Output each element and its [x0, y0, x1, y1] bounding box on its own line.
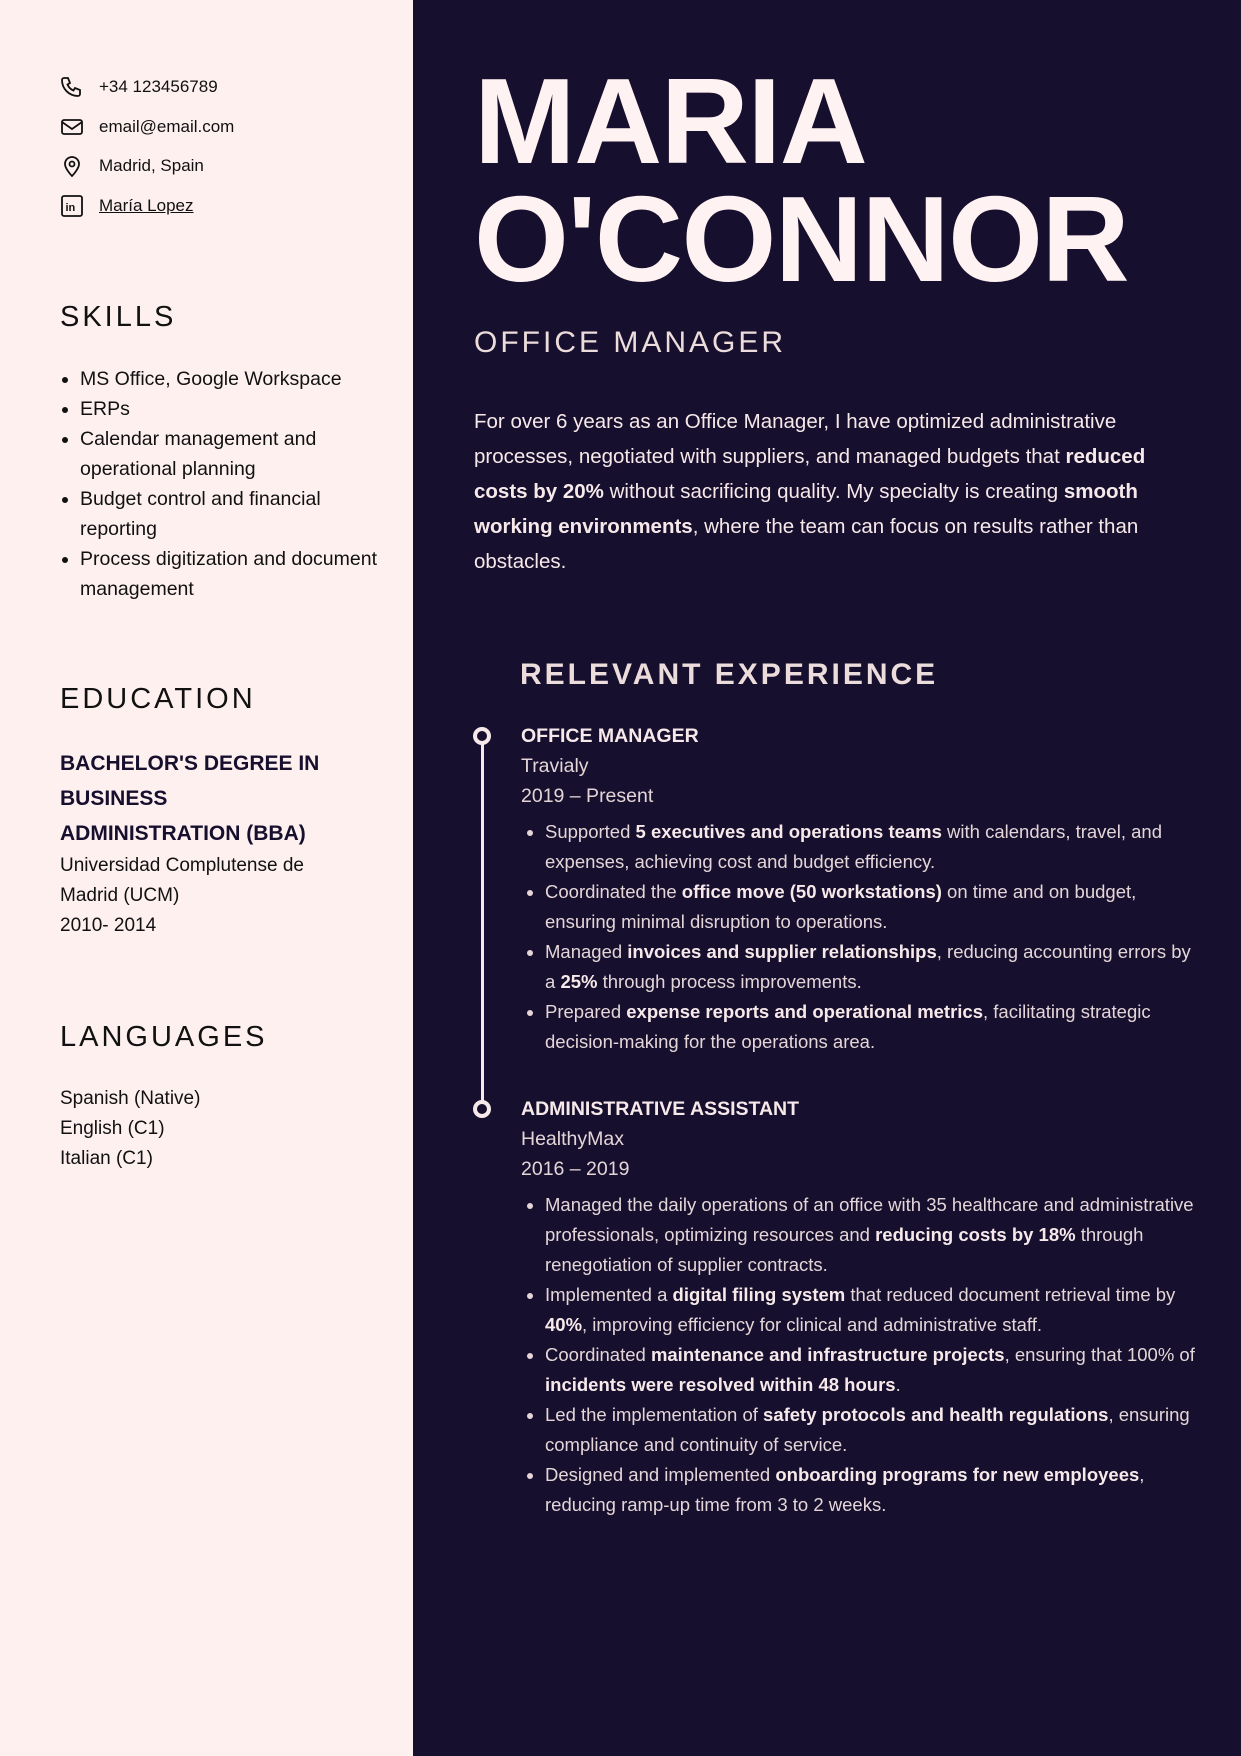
skill-item: • ERPs: [80, 394, 380, 424]
job-title: OFFICE MANAGER: [521, 725, 699, 747]
emphasis: maintenance and infrastructure projects: [650, 1344, 1005, 1365]
job-dates: 2019 – Present: [521, 785, 654, 807]
emphasis: expense reports and operational metrics: [626, 1001, 984, 1022]
emphasis: safety protocols and health regulations: [763, 1404, 1109, 1425]
job-bullet: • Led the implementation of safety protocols and health regulations, ensuring compliance and continuity of service.: [545, 1400, 1201, 1460]
school-name: Universidad Complutense de Madrid (UCM): [60, 855, 304, 906]
skill-item: • Budget control and financial reporting: [80, 484, 380, 544]
emphasis: onboarding programs for new employees: [775, 1464, 1140, 1485]
job-bullet: • Implemented a digital filing system that reduced document retrieval time by 40%, improving efficiency for clinical and administrative staff.: [545, 1280, 1201, 1340]
company-name: HealthyMax: [521, 1128, 624, 1150]
job-bullet: • Coordinated the office move (50 workstations) on time and on budget, ensuring minimal disruption to operations.: [545, 877, 1201, 937]
emphasis: incidents were resolved within 48 hours: [545, 1374, 896, 1395]
job-bullet: • Supported 5 executives and operations teams with calendars, travel, and expenses, achieving cost and budget efficiency.: [545, 817, 1201, 877]
sidebar: [0, 0, 413, 1756]
education-years: 2010- 2014: [60, 915, 157, 936]
job-title: ADMINISTRATIVE ASSISTANT: [521, 1098, 800, 1120]
email-text: email@email.com: [99, 117, 235, 136]
job-bullet: • Managed invoices and supplier relationships, reducing accounting errors by a 25% through process improvements.: [545, 937, 1201, 997]
job-role: OFFICE MANAGER: [474, 326, 787, 359]
job-bullet: • Managed the daily operations of an office with 35 healthcare and administrative professionals, optimizing resources and reducing costs by 18% through renegotiation of supplier contracts.: [545, 1190, 1201, 1280]
job-bullets: [521, 1190, 1201, 1520]
emphasis: office move (50 workstations): [681, 881, 942, 902]
linkedin-icon: [60, 194, 84, 218]
emphasis: 25%: [560, 971, 598, 992]
main-content: [413, 0, 1241, 1756]
job-dates: 2016 – 2019: [521, 1158, 630, 1180]
emphasis: invoices and supplier relationships: [627, 941, 937, 962]
location-pin-icon: [60, 154, 84, 178]
mail-icon: [60, 115, 84, 139]
emphasis: digital filing system: [672, 1284, 846, 1305]
education-heading: EDUCATION: [60, 683, 256, 715]
languages-heading: LANGUAGES: [60, 1021, 268, 1053]
contact-linkedin: [60, 194, 194, 218]
company-name: Travialy: [521, 755, 589, 777]
full-name: [474, 53, 1129, 307]
job-bullet: • Prepared expense reports and operational metrics, facilitating strategic decision-making for the operations area.: [545, 997, 1201, 1057]
education-entry: [60, 746, 380, 941]
linkedin-link[interactable]: María Lopez: [99, 196, 194, 215]
contact-phone: [60, 75, 218, 99]
degree-title: BACHELOR'S DEGREE IN BUSINESS ADMINISTRATION (BBA): [60, 752, 320, 845]
job-entry: [521, 1094, 1201, 1520]
timeline-line: [481, 740, 484, 1109]
experience-heading: RELEVANT EXPERIENCE: [520, 658, 939, 691]
skill-item: • Process digitization and document management: [80, 544, 380, 604]
emphasis: 5 executives and operations teams: [635, 821, 942, 842]
languages-list: [60, 1084, 200, 1174]
contact-email: [60, 115, 234, 139]
emphasis: smooth working environments: [474, 480, 1138, 538]
skills-list: [60, 364, 380, 604]
timeline-dot: [473, 727, 491, 745]
emphasis: 40%: [545, 1314, 583, 1335]
svg-text:in: in: [65, 202, 76, 214]
language-item: English (C1): [60, 1118, 165, 1139]
location-text: Madrid, Spain: [99, 156, 204, 175]
emphasis: reducing costs by 18%: [875, 1224, 1076, 1245]
skills-heading: SKILLS: [60, 301, 177, 333]
phone-text: +34 123456789: [99, 77, 218, 96]
job-bullet: • Coordinated maintenance and infrastructure projects, ensuring that 100% of incidents were resolved within 48 hours.: [545, 1340, 1201, 1400]
last-name: O'CONNOR: [474, 171, 1129, 307]
summary: For over 6 years as an Office Manager, I have optimized administrative processes, negotiated with suppliers, and managed budgets that reduced costs by 20% without sacrificing quality. My specialty is creating smooth working environments, where the team can focus on results rather than obstacles.: [474, 410, 1146, 573]
skill-item: • Calendar management and operational planning: [80, 424, 380, 484]
skill-item: • MS Office, Google Workspace: [80, 364, 380, 394]
job-bullets: [521, 817, 1201, 1057]
job-entry: [521, 721, 1201, 1057]
timeline-dot: [473, 1100, 491, 1118]
contact-location: [60, 154, 204, 178]
first-name: MARIA: [474, 53, 867, 189]
emphasis: reduced costs by 20%: [474, 445, 1146, 503]
phone-icon: [60, 75, 84, 99]
language-item: Italian (C1): [60, 1148, 153, 1169]
job-bullet: • Designed and implemented onboarding programs for new employees, reducing ramp-up time from 3 to 2 weeks.: [545, 1460, 1201, 1520]
language-item: Spanish (Native): [60, 1088, 201, 1109]
